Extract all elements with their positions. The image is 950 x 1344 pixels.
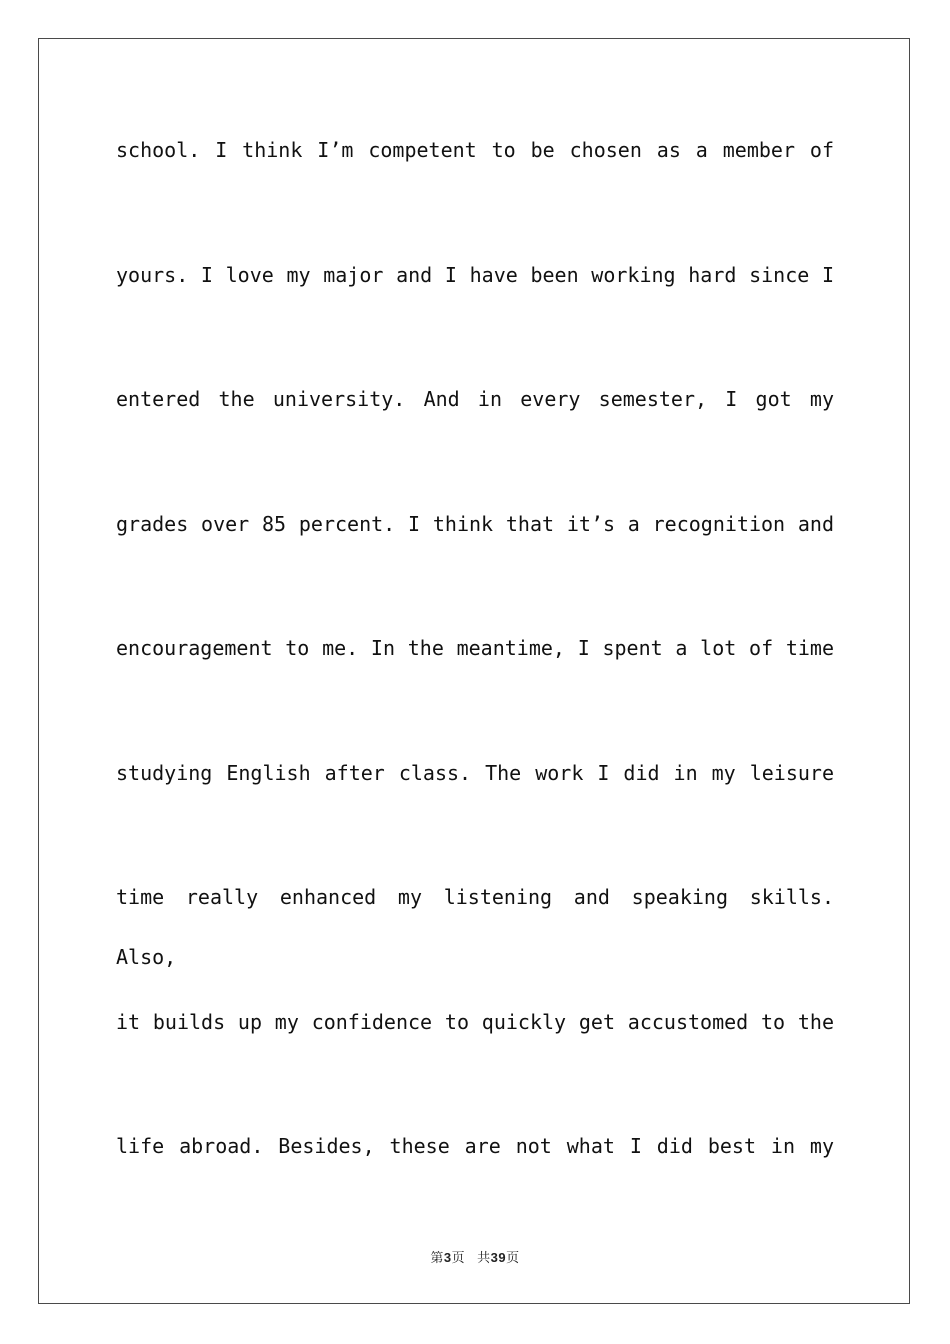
text-line: yours. I love my major and I have been working hard since I — [116, 262, 834, 287]
page-prefix: 第 — [430, 1251, 444, 1266]
page-number: 3 — [443, 1250, 452, 1265]
document-body — [116, 120, 834, 1241]
text-line: it builds up my confidence to quickly get accustomed to the — [116, 1009, 834, 1034]
page-suffix: 页 — [451, 1251, 466, 1266]
text-line: studying English after class. The work I did in my leisure — [116, 760, 834, 785]
text-line: life abroad. Besides, these are not what I did best in my — [116, 1134, 834, 1158]
text-line: encouragement to me. In the meantime, I spent a lot of time — [116, 636, 834, 660]
text-line: grades over 85 percent. I think that it’s a recognition and — [116, 511, 834, 536]
total-pages: 39 — [490, 1250, 507, 1265]
total-prefix: 共 — [477, 1251, 491, 1266]
text-line: entered the university. And in every semester, I got my — [116, 387, 834, 411]
text-line: time really enhanced my listening and speaking skills. Also, — [116, 885, 834, 969]
page-footer — [0, 1247, 950, 1266]
text-line: school. I think I’m competent to be chosen as a member of — [116, 138, 834, 162]
total-suffix: 页 — [506, 1251, 520, 1266]
